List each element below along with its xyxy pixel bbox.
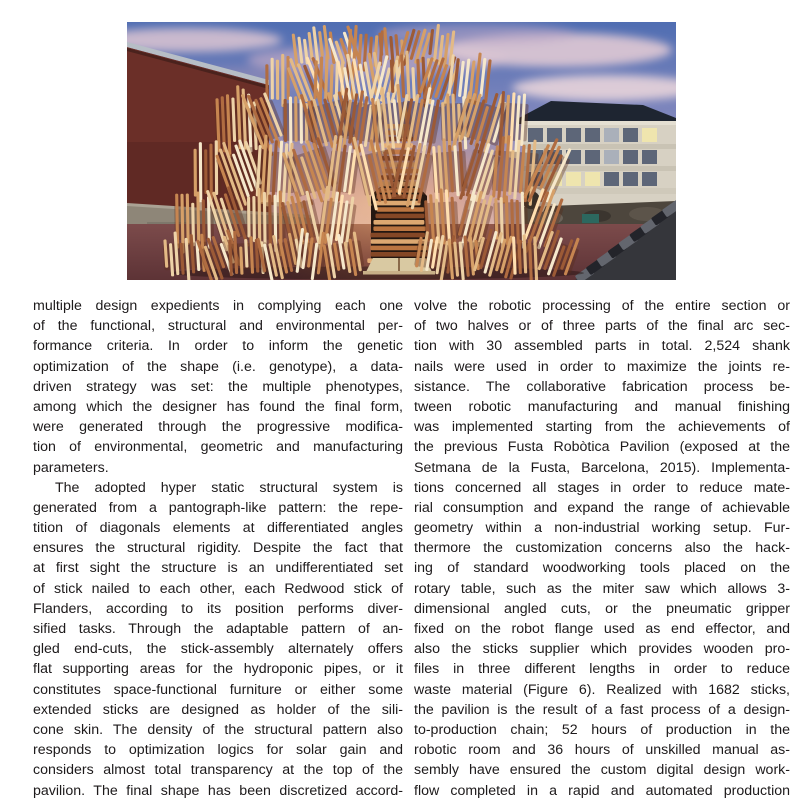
text-line: ensures the structural rigidity. Despite the fact that [33, 540, 403, 557]
text-line: the pavilion is the result of a fast process of a design- [414, 701, 790, 718]
text-line: volve the robotic processing of the entire section or [414, 298, 790, 314]
text-line: were generated through the progressive modifica- [33, 419, 403, 436]
text-line: dimensional angled cuts, or the pneumatic gripper [414, 600, 790, 617]
text-line: tion of environmental, geometric and manufacturing [33, 439, 403, 456]
text-line: rotary table, such as the miter saw which allows 3- [414, 580, 790, 597]
text-line: Flanders, according to its position performs diver- [33, 600, 403, 617]
text-line: sified tasks. Through the adaptable pattern of an- [33, 621, 403, 637]
text-line: also the sticks supplier which provides wooden pro- [414, 641, 790, 658]
text-line: robotic room and 36 hours of unskilled manual as- [414, 742, 790, 759]
text-line: among which the designer has found the final form, [33, 398, 403, 415]
text-line: flat supporting areas for the hydroponic pipes, or it [33, 661, 403, 678]
text-line: of two halves or of three parts of the final arc sec- [414, 318, 790, 335]
text-line: tions concerned all stages in order to reduce mate- [414, 479, 790, 496]
text-line: nails were used in order to maximize the joints re- [414, 358, 790, 375]
text-line: geometry within a non-industrial working setup. Fur- [414, 520, 790, 537]
threshold [363, 271, 435, 275]
text-line: constitutes space-functional furniture or either some [33, 681, 403, 698]
text-line: cone skin. The density of the structural pattern also [33, 721, 403, 738]
text-line: waste material (Figure 6). Realized with 1682 sticks, [414, 681, 790, 698]
text-line: sistance. The collaborative fabrication process be- [414, 378, 790, 395]
text-line: driven strategy was set: the multiple phenotypes, [33, 378, 403, 395]
text-line: extended sticks are designed as holder of the sili- [33, 701, 403, 718]
text-line: formance criteria. In order to inform the genetic [33, 338, 403, 355]
text-line: responds to optimization logics for solar gain and [33, 742, 403, 759]
text-line: multiple design expedients in complying each one [33, 298, 403, 314]
dumpster [582, 214, 599, 223]
text-line: pavilion. The final shape has been discretized accord- [33, 782, 403, 799]
text-line: flow completed in a rapid and automated production [414, 782, 790, 799]
text-line: ing of standard woodworking tools placed on the [414, 560, 790, 577]
text-line: files in three different lengths in order to reduce [414, 661, 790, 678]
text-line: optimization of the shape (i.e. genotype), a data- [33, 358, 403, 375]
body-text-column-right [414, 296, 790, 801]
text-line: tween robotic manufacturing and manual finishing [414, 398, 790, 415]
text-line: tion with 30 assembled parts in total. 2,524 shank [414, 338, 790, 355]
text-line: gled end-cuts, the stick-assembly alternately offers [33, 641, 403, 658]
text-line: sembly have ensured the custom digital design work- [414, 762, 790, 779]
body-text-column-left [33, 296, 403, 801]
text-line: of the functional, structural and environmental per- [33, 318, 403, 335]
text-line: was implemented starting from the achievements of [414, 419, 790, 436]
text-line: parameters. [33, 459, 109, 476]
text-line: tition of diagonals elements at differentiated angles [33, 520, 403, 537]
text-line: of stick nailed to each other, each Redwood stick of [33, 580, 403, 597]
pavilion-photo-svg [127, 22, 676, 280]
text-line: thermore the customization concerns also the hack- [414, 540, 790, 557]
text-line: at first sight the structure is an undifferentiated set [33, 560, 403, 577]
text-line: The adopted hyper static structural system is [55, 479, 403, 496]
text-line: generated from a pantograph-like pattern: the repe- [33, 499, 403, 516]
text-line: the previous Fusta Robòtica Pavilion (exposed at the [414, 439, 790, 456]
text-line: fixed on the robot flange used as end effector, and [414, 621, 790, 637]
text-line: considers almost total transparency at the top of the [33, 762, 403, 779]
text-line: to-production chain; 52 hours of production in the [414, 721, 790, 738]
text-line: Setmana de la Fusta, Barcelona, 2015). Implementa- [414, 459, 790, 476]
text-line: rial consumption and expand the range of achievable [414, 499, 790, 516]
figure-pavilion-photo [127, 22, 676, 280]
